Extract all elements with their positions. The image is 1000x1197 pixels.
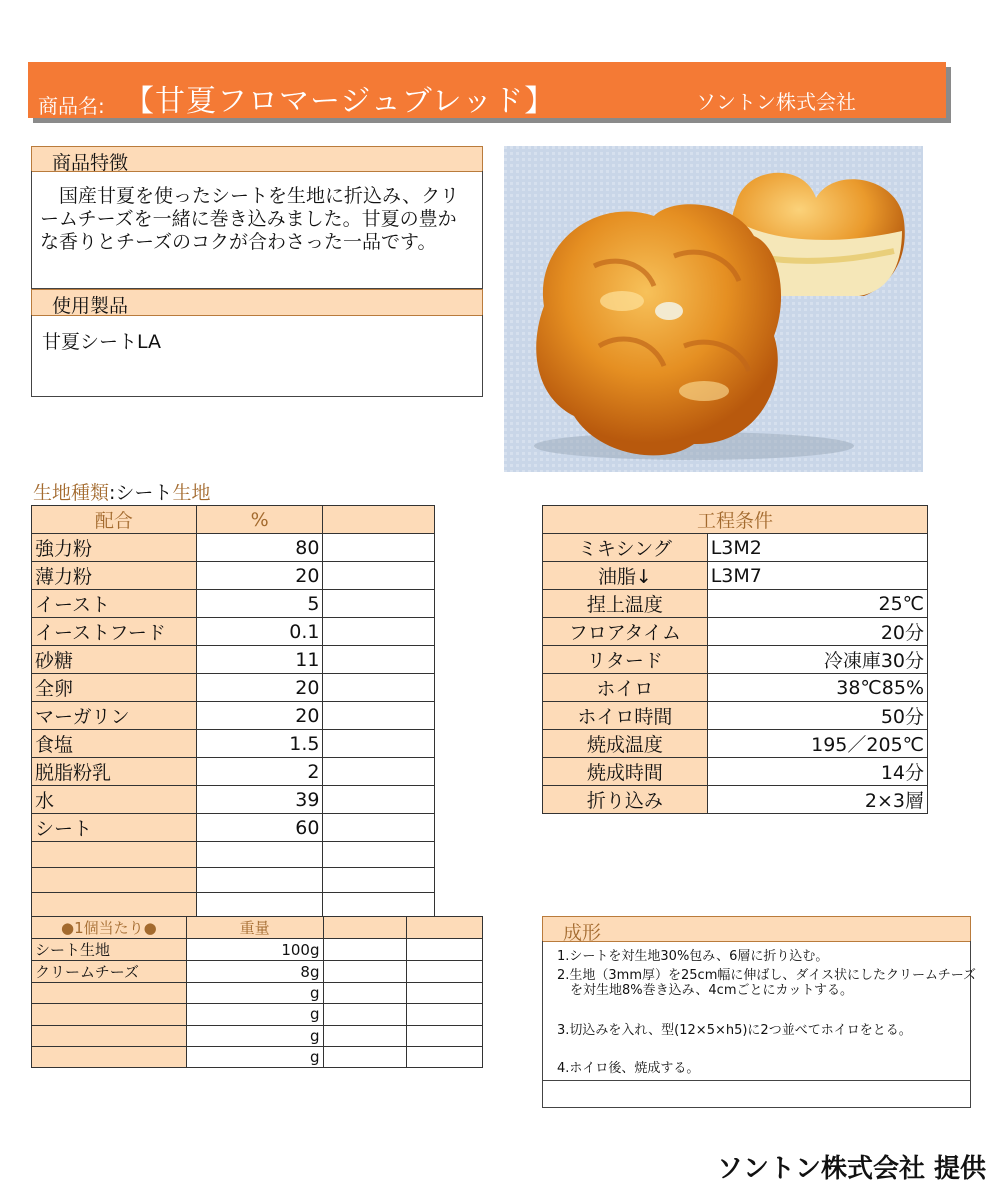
per-unit-extra1 xyxy=(323,983,407,1004)
ingredient-extra xyxy=(323,842,435,868)
process-name: ホイロ時間 xyxy=(543,702,708,730)
per-unit-row xyxy=(32,1025,483,1046)
process-name: 捏上温度 xyxy=(543,590,708,618)
products-heading: 使用製品 xyxy=(52,295,129,317)
ingredient-name: 食塩 xyxy=(32,730,197,758)
ingredient-extra xyxy=(323,786,435,814)
ingredient-percent: 60 xyxy=(196,814,323,842)
process-row xyxy=(543,758,928,786)
per-unit-header-name: ●1個当たり● xyxy=(32,917,187,939)
ingredient-extra xyxy=(323,618,435,646)
shaping-heading-bar xyxy=(542,916,971,942)
per-unit-row xyxy=(32,1046,483,1067)
shaping-step-3: 3.切込みを入れ、型(12×5×h5)に2つ並べてホイロをとる。 xyxy=(557,1023,912,1038)
process-name: ミキシング xyxy=(543,534,708,562)
shaping-steps-box xyxy=(542,941,977,1081)
process-table xyxy=(542,505,928,814)
per-unit-extra1 xyxy=(323,939,407,961)
features-heading-bar xyxy=(31,146,483,172)
recipe-table xyxy=(31,505,435,919)
ingredient-percent: 0.1 xyxy=(196,618,323,646)
ingredient-extra xyxy=(323,674,435,702)
features-text: 国産甘夏を使ったシートを生地に折込み、クリームチーズを一緒に巻き込みました。甘夏の豊かな香りとチーズのコクが合わさった一品です。 xyxy=(40,185,460,253)
per-unit-extra1 xyxy=(323,961,407,983)
process-value: 50分 xyxy=(707,702,927,730)
process-row xyxy=(543,618,928,646)
per-unit-name xyxy=(32,1004,187,1025)
products-box xyxy=(31,315,483,397)
ingredient-percent: 20 xyxy=(196,562,323,590)
recipe-row xyxy=(32,674,435,702)
recipe-header-name: 配合 xyxy=(32,506,197,534)
per-unit-name xyxy=(32,1025,187,1046)
process-name: リタード xyxy=(543,646,708,674)
dough-type-line xyxy=(33,478,210,505)
ingredient-extra xyxy=(323,702,435,730)
ingredient-percent: 20 xyxy=(196,674,323,702)
per-unit-row xyxy=(32,961,483,983)
ingredient-name: 全卵 xyxy=(32,674,197,702)
recipe-header-percent: % xyxy=(196,506,323,534)
shaping-step-1: 1.シートを対生地30%包み、6層に折り込む。 xyxy=(557,949,829,964)
features-box xyxy=(31,171,483,289)
process-value: 冷凍庫30分 xyxy=(707,646,927,674)
per-unit-name: クリームチーズ xyxy=(32,961,187,983)
shaping-step-2: 2.生地（3mm厚）を25cm幅に伸ばし、ダイス状にしたクリームチーズを対生地8%巻き込み、4cmごとにカットする。 xyxy=(557,968,977,998)
process-header-row xyxy=(543,506,928,534)
ingredient-name: シート xyxy=(32,814,197,842)
ingredient-extra xyxy=(323,730,435,758)
ingredient-name xyxy=(32,842,197,868)
recipe-row xyxy=(32,842,435,868)
per-unit-name xyxy=(32,1046,187,1067)
features-heading: 商品特徴 xyxy=(52,152,129,174)
recipe-row xyxy=(32,646,435,674)
ingredient-name: マーガリン xyxy=(32,702,197,730)
process-row xyxy=(543,702,928,730)
per-unit-header-weight: 重量 xyxy=(186,917,323,939)
footer-credit: ソントン株式会社 提供 xyxy=(716,1154,986,1184)
process-value: 25℃ xyxy=(707,590,927,618)
per-unit-name xyxy=(32,983,187,1004)
header-company: ソントン株式会社 xyxy=(696,90,856,114)
recipe-row xyxy=(32,814,435,842)
product-title: 【甘夏フロマージュブレッド】 xyxy=(124,84,556,119)
dough-type-suffix: 生地 xyxy=(172,482,211,504)
ingredient-percent: 80 xyxy=(196,534,323,562)
ingredient-percent: 5 xyxy=(196,590,323,618)
per-unit-header-extra1 xyxy=(323,917,407,939)
process-name: 折り込み xyxy=(543,786,708,814)
products-heading-bar xyxy=(31,289,483,316)
per-unit-weight: g xyxy=(186,1025,323,1046)
recipe-row xyxy=(32,702,435,730)
per-unit-weight: 8g xyxy=(186,961,323,983)
process-row xyxy=(543,646,928,674)
ingredient-name xyxy=(32,867,197,893)
process-value: 195／205℃ xyxy=(707,730,927,758)
per-unit-weight: 100g xyxy=(186,939,323,961)
ingredient-name xyxy=(32,893,197,919)
per-unit-table xyxy=(31,916,483,1068)
ingredient-percent xyxy=(196,842,323,868)
per-unit-header-extra2 xyxy=(407,917,483,939)
process-value: 2×3層 xyxy=(707,786,927,814)
recipe-row xyxy=(32,590,435,618)
per-unit-extra2 xyxy=(407,961,483,983)
process-name: ホイロ xyxy=(543,674,708,702)
process-row xyxy=(543,562,928,590)
dough-type-value: シート xyxy=(115,482,173,504)
products-text: 甘夏シートLA xyxy=(42,331,162,353)
recipe-row xyxy=(32,786,435,814)
per-unit-extra2 xyxy=(407,1046,483,1067)
ingredient-percent xyxy=(196,893,323,919)
per-unit-row xyxy=(32,1004,483,1025)
dough-type-colon: : xyxy=(109,482,116,504)
per-unit-extra1 xyxy=(323,1004,407,1025)
process-heading: 工程条件 xyxy=(543,506,928,534)
process-name: 焼成温度 xyxy=(543,730,708,758)
recipe-row xyxy=(32,534,435,562)
ingredient-name: 水 xyxy=(32,786,197,814)
ingredient-name: 砂糖 xyxy=(32,646,197,674)
per-unit-extra2 xyxy=(407,939,483,961)
process-name: 油脂↓ xyxy=(543,562,708,590)
ingredient-extra xyxy=(323,562,435,590)
ingredient-percent xyxy=(196,867,323,893)
ingredient-extra xyxy=(323,534,435,562)
process-name: フロアタイム xyxy=(543,618,708,646)
per-unit-weight: g xyxy=(186,1004,323,1025)
process-value: 38℃85% xyxy=(707,674,927,702)
shaping-footer-row xyxy=(542,1081,971,1108)
per-unit-extra2 xyxy=(407,1004,483,1025)
per-unit-extra2 xyxy=(407,983,483,1004)
recipe-header-extra xyxy=(323,506,435,534)
process-row xyxy=(543,730,928,758)
per-unit-extra1 xyxy=(323,1046,407,1067)
bread-photo xyxy=(504,146,923,472)
ingredient-name: 脱脂粉乳 xyxy=(32,758,197,786)
process-value: L3M7 xyxy=(707,562,927,590)
per-unit-weight: g xyxy=(186,983,323,1004)
per-unit-weight: g xyxy=(186,1046,323,1067)
process-row xyxy=(543,534,928,562)
per-unit-row xyxy=(32,983,483,1004)
per-unit-name: シート生地 xyxy=(32,939,187,961)
ingredient-percent: 2 xyxy=(196,758,323,786)
process-row xyxy=(543,674,928,702)
process-row xyxy=(543,590,928,618)
per-unit-extra1 xyxy=(323,1025,407,1046)
recipe-row xyxy=(32,562,435,590)
process-name: 焼成時間 xyxy=(543,758,708,786)
ingredient-name: 強力粉 xyxy=(32,534,197,562)
ingredient-extra xyxy=(323,814,435,842)
process-value: 14分 xyxy=(707,758,927,786)
ingredient-extra xyxy=(323,646,435,674)
title-banner xyxy=(28,62,946,118)
ingredient-percent: 1.5 xyxy=(196,730,323,758)
process-value: L3M2 xyxy=(707,534,927,562)
ingredient-name: イースト xyxy=(32,590,197,618)
ingredient-name: イーストフード xyxy=(32,618,197,646)
recipe-row xyxy=(32,758,435,786)
ingredient-percent: 11 xyxy=(196,646,323,674)
recipe-row xyxy=(32,618,435,646)
ingredient-extra xyxy=(323,590,435,618)
process-row xyxy=(543,786,928,814)
shaping-step-4: 4.ホイロ後、焼成する。 xyxy=(557,1061,700,1076)
per-unit-extra2 xyxy=(407,1025,483,1046)
ingredient-extra xyxy=(323,758,435,786)
per-unit-header-row xyxy=(32,917,483,939)
recipe-row xyxy=(32,893,435,919)
recipe-header-row xyxy=(32,506,435,534)
recipe-row xyxy=(32,867,435,893)
recipe-row xyxy=(32,730,435,758)
ingredient-percent: 39 xyxy=(196,786,323,814)
ingredient-extra xyxy=(323,867,435,893)
ingredient-percent: 20 xyxy=(196,702,323,730)
product-name-label: 商品名: xyxy=(38,94,105,118)
dough-type-label: 生地種類 xyxy=(33,482,110,504)
shaping-heading: 成形 xyxy=(563,922,602,944)
ingredient-extra xyxy=(323,893,435,919)
process-value: 20分 xyxy=(707,618,927,646)
ingredient-name: 薄力粉 xyxy=(32,562,197,590)
per-unit-row xyxy=(32,939,483,961)
